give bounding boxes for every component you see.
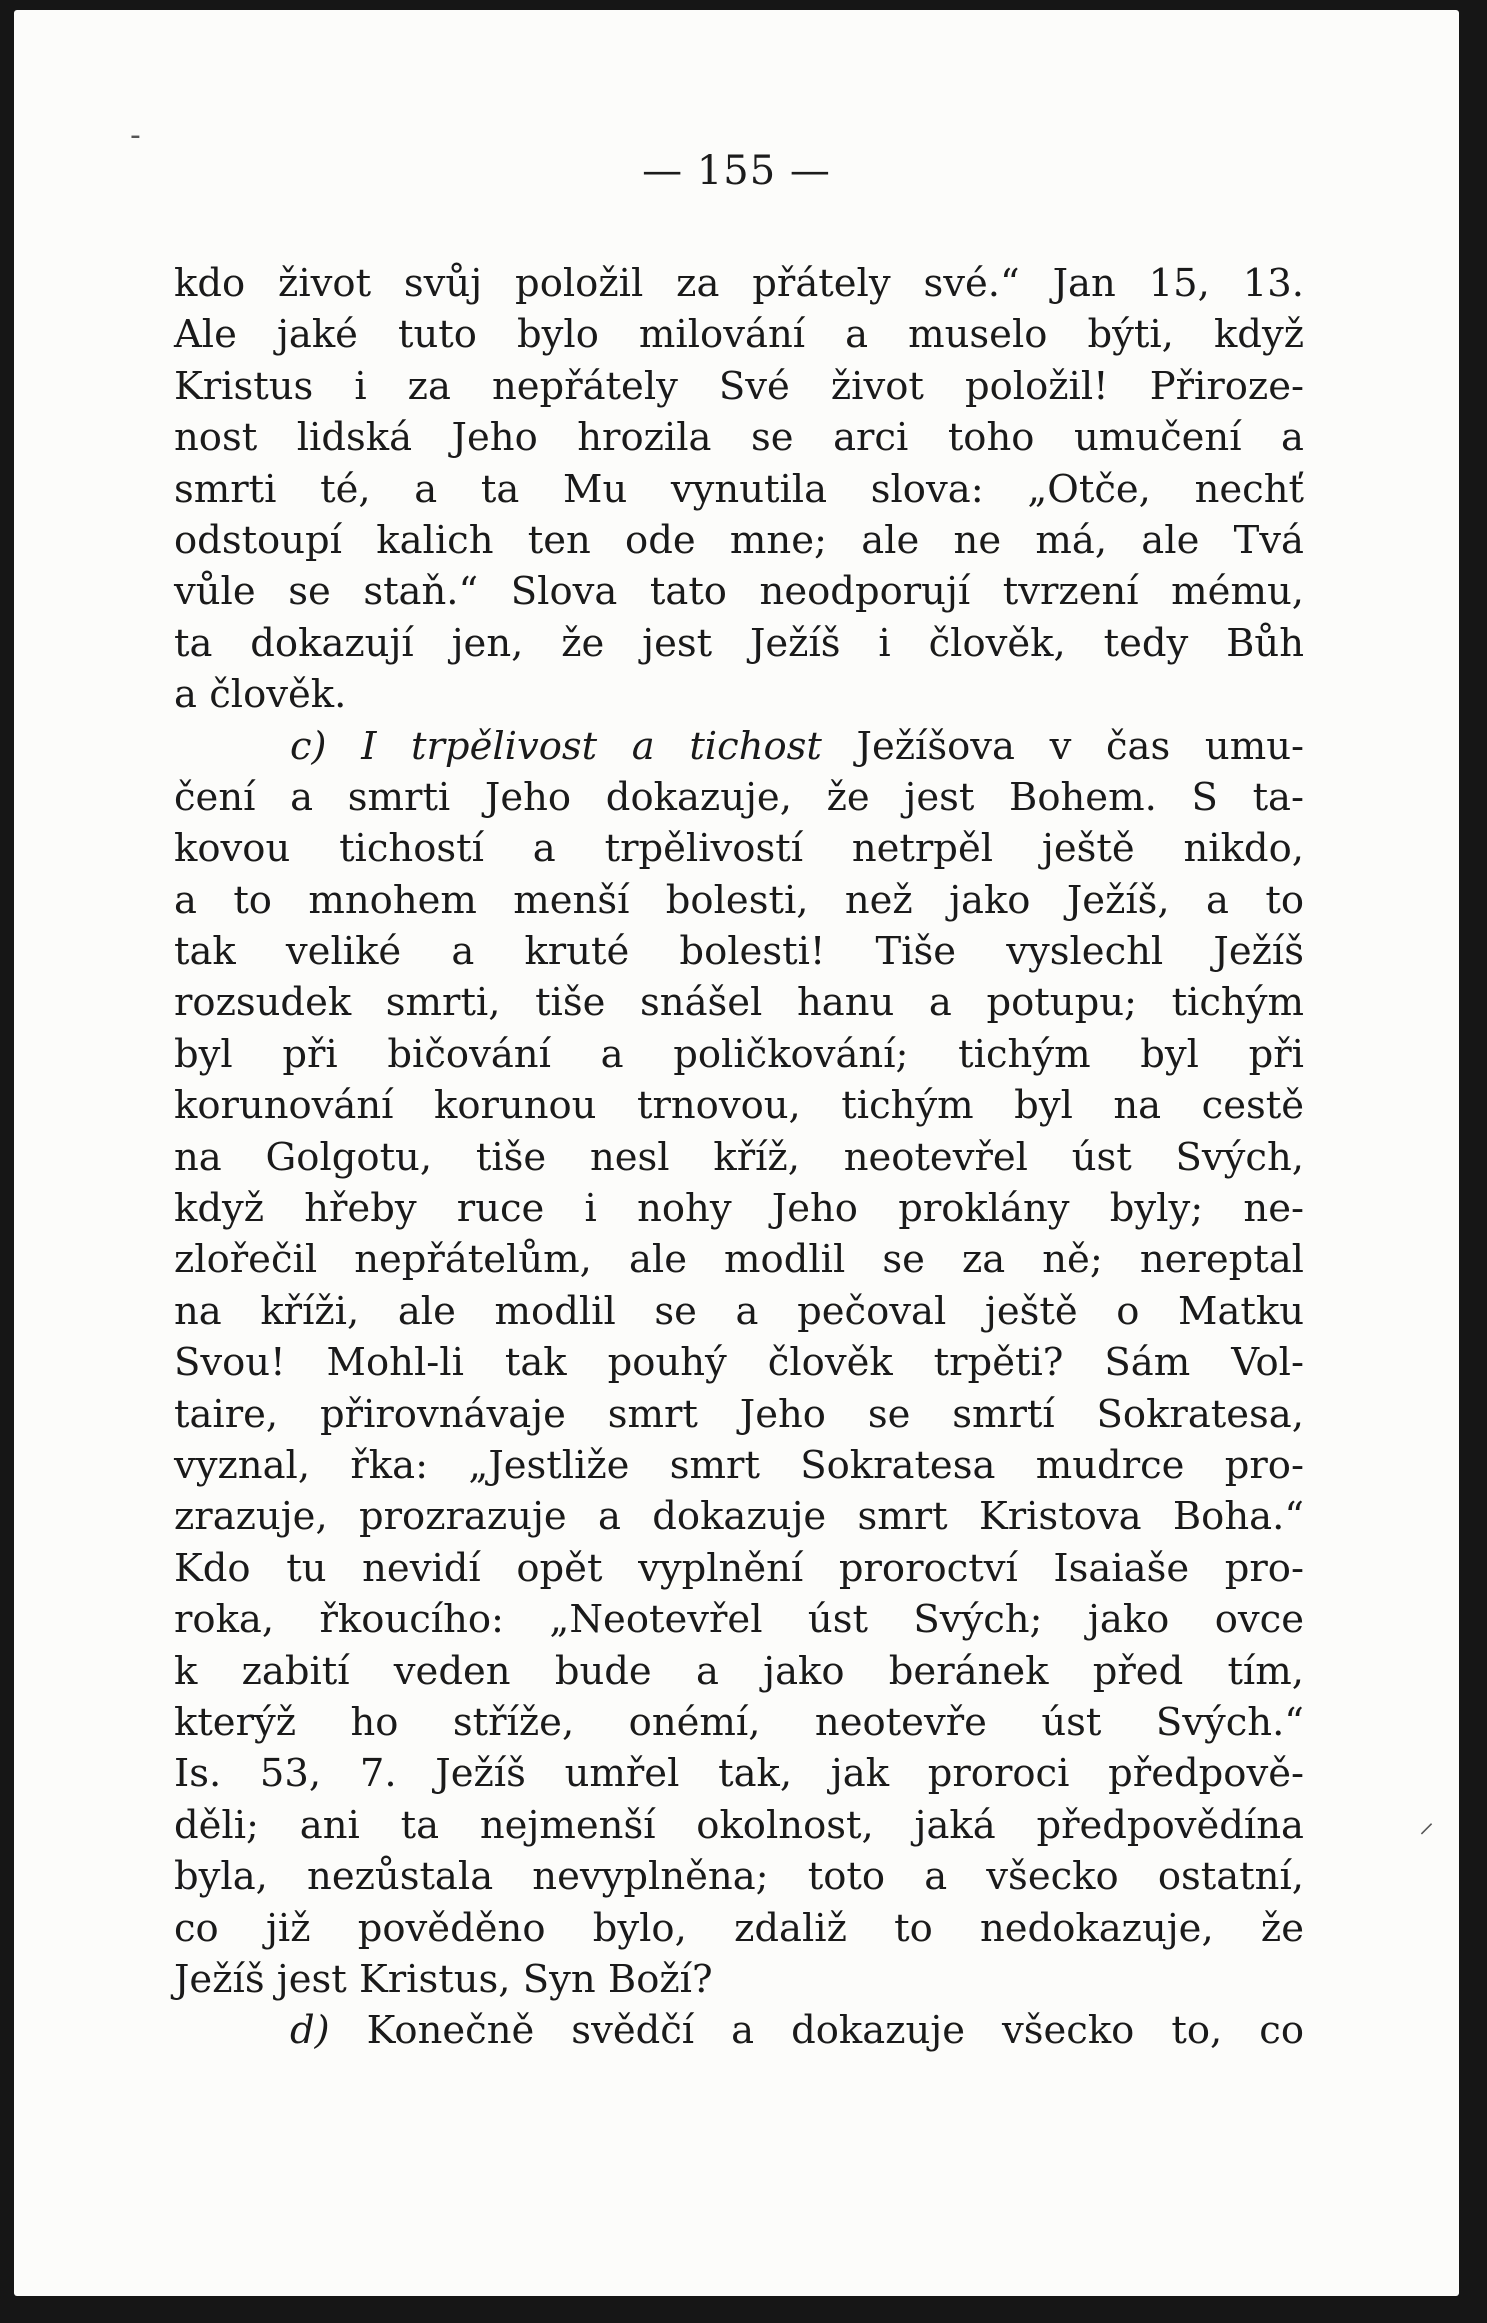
text-run: Ale jaké tuto bylo milování a muselo býti, když bbox=[174, 312, 1304, 358]
paper-speck-mark: ⸝ bbox=[1419, 1805, 1434, 1840]
text-run: tak veliké a kruté bolesti! Tiše vyslechl Ježíš bbox=[174, 929, 1304, 975]
text-run: Ježíš jest Kristus, Syn Boží? bbox=[174, 1956, 713, 2002]
text-line bbox=[174, 1337, 1304, 1388]
text-run: kovou tichostí a trpělivostí netrpěl ještě nikdo, bbox=[174, 826, 1304, 872]
text-line bbox=[174, 772, 1304, 823]
text-run: Is. 53, 7. Ježíš umřel tak, jak proroci předpově- bbox=[174, 1751, 1304, 1797]
text-run: Kristus i za nepřátely Své život položil! Přiroze- bbox=[174, 363, 1304, 409]
text-line bbox=[174, 875, 1304, 926]
text-line bbox=[174, 515, 1304, 566]
text-run: zrazuje, prozrazuje a dokazuje smrt Kristova Boha.“ bbox=[174, 1494, 1304, 1540]
text-line bbox=[174, 1697, 1304, 1748]
text-line bbox=[174, 1440, 1304, 1491]
text-line bbox=[174, 669, 1304, 720]
italic-text-run: d) bbox=[290, 2008, 330, 2054]
text-run: vůle se staň.“ Slova tato neodporují tvrzení mému, bbox=[174, 569, 1304, 615]
text-line bbox=[174, 412, 1304, 463]
text-run: ta dokazují jen, že jest Ježíš i člověk, tedy Bůh bbox=[174, 620, 1304, 666]
text-run: když hřeby ruce i nohy Jeho proklány byly; ne- bbox=[174, 1186, 1304, 1232]
text-line bbox=[174, 566, 1304, 617]
text-line bbox=[174, 258, 1304, 309]
text-run: čení a smrti Jeho dokazuje, že jest Bohem. S ta- bbox=[174, 774, 1304, 820]
text-run: a člověk. bbox=[174, 672, 347, 718]
text-run: Ježíšova v čas umu- bbox=[821, 723, 1304, 769]
text-run: Svou! Mohl-li tak pouhý člověk trpěti? Sám Vol- bbox=[174, 1340, 1304, 1386]
text-line bbox=[174, 1851, 1304, 1902]
text-line bbox=[174, 1903, 1304, 1954]
body-text bbox=[174, 258, 1304, 2057]
text-line bbox=[174, 823, 1304, 874]
text-line bbox=[174, 1646, 1304, 1697]
text-run: odstoupí kalich ten ode mne; ale ne má, ale Tvá bbox=[174, 517, 1304, 563]
book-page bbox=[14, 10, 1459, 2296]
text-run: byla, nezůstala nevyplněna; toto a všecko ostatní, bbox=[174, 1854, 1304, 1900]
text-line bbox=[174, 977, 1304, 1028]
text-line bbox=[174, 1234, 1304, 1285]
text-line bbox=[174, 2005, 1304, 2056]
text-line bbox=[174, 926, 1304, 977]
text-run: zlořečil nepřátelům, ale modlil se za ně; nereptal bbox=[174, 1237, 1304, 1283]
text-line bbox=[174, 1543, 1304, 1594]
page-number: — 155 — bbox=[642, 148, 831, 194]
text-line bbox=[174, 721, 1304, 772]
text-line bbox=[174, 361, 1304, 412]
text-run: korunování korunou trnovou, tichým byl na cestě bbox=[174, 1083, 1304, 1129]
text-run: smrti té, a ta Mu vynutila slova: „Otče, nechť bbox=[174, 466, 1304, 512]
text-run: a to mnohem menší bolesti, než jako Ježíš, a to bbox=[174, 877, 1304, 923]
text-run: rozsudek smrti, tiše snášel hanu a potupu; tichým bbox=[174, 980, 1304, 1026]
text-run: Kdo tu nevidí opět vyplnění proroctví Isaiaše pro- bbox=[174, 1545, 1304, 1591]
italic-text-run: c) I trpělivost a tichost bbox=[290, 723, 822, 769]
text-line bbox=[174, 1594, 1304, 1645]
text-run: taire, přirovnávaje smrt Jeho se smrtí Sokratesa, bbox=[174, 1391, 1304, 1437]
text-run: kterýž ho stříže, onémí, neotevře úst Svých.“ bbox=[174, 1699, 1304, 1745]
text-run: na Golgotu, tiše nesl kříž, neotevřel úst Svých, bbox=[174, 1134, 1304, 1180]
text-line bbox=[174, 1954, 1304, 2005]
text-run: vyznal, řka: „Jestliže smrt Sokratesa mudrce pro- bbox=[174, 1442, 1304, 1488]
text-run: Konečně svědčí a dokazuje všecko to, co bbox=[329, 2008, 1304, 2054]
text-line bbox=[174, 309, 1304, 360]
paper-speck-mark: ‐ bbox=[130, 118, 141, 153]
text-run: kdo život svůj položil za přátely své.“ Jan 15, 13. bbox=[174, 261, 1304, 306]
text-run: co již pověděno bylo, zdaliž to nedokazuje, že bbox=[174, 1905, 1304, 1951]
text-line bbox=[174, 1286, 1304, 1337]
text-run: k zabití veden bude a jako beránek před tím, bbox=[174, 1648, 1304, 1694]
text-line bbox=[174, 464, 1304, 515]
text-line bbox=[174, 1080, 1304, 1131]
text-line bbox=[174, 1132, 1304, 1183]
text-line bbox=[174, 1800, 1304, 1851]
text-line bbox=[174, 1491, 1304, 1542]
text-line bbox=[174, 1029, 1304, 1080]
text-line bbox=[174, 1183, 1304, 1234]
text-run: nost lidská Jeho hrozila se arci toho umučení a bbox=[174, 415, 1304, 461]
text-run: na kříži, ale modlil se a pečoval ještě o Matku bbox=[174, 1288, 1304, 1334]
text-line bbox=[174, 1748, 1304, 1799]
text-run: roka, řkoucího: „Neotevřel úst Svých; jako ovce bbox=[174, 1597, 1304, 1643]
text-line bbox=[174, 618, 1304, 669]
text-run: byl při bičování a poličkování; tichým byl při bbox=[174, 1031, 1304, 1077]
text-line bbox=[174, 1389, 1304, 1440]
text-run: děli; ani ta nejmenší okolnost, jaká předpovědína bbox=[174, 1802, 1304, 1848]
